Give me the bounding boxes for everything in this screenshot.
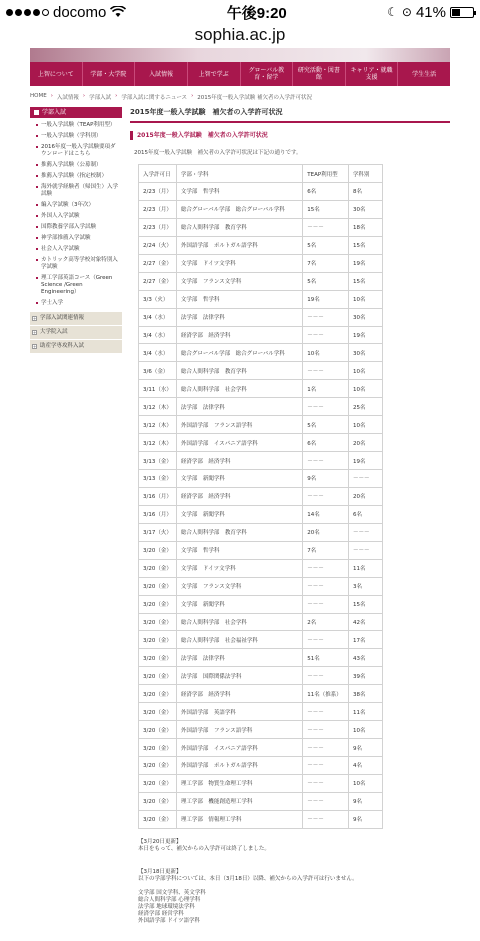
table-row [139, 541, 383, 559]
nav-item-research[interactable]: 研究活動・図書館 [293, 62, 346, 86]
table-cell: 30名 [349, 344, 383, 362]
table-cell: 14名 [303, 505, 349, 523]
table-cell: 9名 [349, 792, 383, 810]
table-cell: 文学部 フランス文学科 [176, 272, 302, 290]
note-line: 外国語学部 ドイツ語学科 [138, 917, 200, 924]
section-title: 2015年度一般入学試験 補欠者の入学許可状況 [130, 131, 450, 140]
sidebar-header-label: 学部入試 [42, 109, 67, 116]
main-content [130, 107, 450, 941]
table-cell: －－－ [303, 631, 349, 649]
table-cell: 3/20（金） [139, 667, 177, 685]
table-cell: 理工学部 機能創造理工学科 [176, 792, 302, 810]
nav-item-about[interactable]: 上智について [30, 62, 83, 86]
table-row [139, 290, 383, 308]
table-cell: 9名 [349, 810, 383, 828]
intro-text: 2015年度一般入学試験 補欠者の入学許可状況は下記の通りです。 [134, 150, 302, 156]
page-title: 2015年度一般入学試験 補欠者の入学許可状況 [130, 107, 450, 123]
table-row [139, 200, 383, 218]
note-line: 以下の学部学科については、本日（3月18日）以降、補欠からの入学許可は行いません。 [138, 875, 358, 882]
table-cell: 2名 [303, 613, 349, 631]
table-cell: 外国語学部 ポルトガル語学科 [176, 236, 302, 254]
table-cell: 文学部 哲学科 [176, 183, 302, 201]
table-cell: 5名 [303, 236, 349, 254]
sidebar-item[interactable]: 国際教養学部入学試験 [30, 222, 122, 233]
table-cell: 42名 [349, 613, 383, 631]
table-cell: 2/23（月） [139, 200, 177, 218]
breadcrumb-separator-icon: › [191, 93, 194, 99]
plus-icon: + [33, 316, 37, 321]
table-cell: 51名 [303, 649, 349, 667]
breadcrumb-separator-icon: › [82, 93, 86, 99]
table-cell: 30名 [349, 308, 383, 326]
breadcrumb-admissions[interactable]: 入試情報 [56, 95, 79, 101]
breadcrumb-news[interactable]: 学部入試に関するニュース [121, 95, 188, 101]
status-left [6, 4, 126, 21]
table-cell: 理工学部 物質生命理工学科 [176, 774, 302, 792]
sidebar-item[interactable]: 編入学試験（3年次） [30, 200, 122, 211]
table-cell: 文学部 ドイツ文学科 [176, 559, 302, 577]
admission-table [138, 164, 383, 829]
table-cell: 6名 [349, 505, 383, 523]
table-row [139, 810, 383, 828]
table-cell: 総合人間科学部 社会学科 [176, 380, 302, 398]
table-cell: －－－ [303, 326, 349, 344]
table-cell: 外国語学部 フランス語学科 [176, 721, 302, 739]
table-cell: 3/20（金） [139, 613, 177, 631]
table-cell: －－－ [303, 487, 349, 505]
table-row [139, 757, 383, 775]
table-row [139, 613, 383, 631]
breadcrumb-current: 2015年度一般入学試験 補欠者の入学許可状況 [197, 95, 313, 101]
table-cell: 3/20（金） [139, 541, 177, 559]
table-cell: －－－ [303, 452, 349, 470]
table-cell: 総合グローバル学部 総合グローバル学科 [176, 344, 302, 362]
note-line: 文学部 国文学科、英文学科 [138, 889, 206, 896]
table-cell: 文学部 フランス文学科 [176, 577, 302, 595]
table-cell: 3/20（金） [139, 792, 177, 810]
table-row [139, 487, 383, 505]
table-cell: 3/4（水） [139, 308, 177, 326]
table-row [139, 416, 383, 434]
table-cell: 9名 [349, 739, 383, 757]
table-cell: 11名（推系） [303, 685, 349, 703]
signal-icon [6, 9, 49, 16]
sidebar-list [30, 118, 122, 311]
table-cell: 3/17（火） [139, 523, 177, 541]
table-cell: 10名 [349, 416, 383, 434]
table-cell: 20名 [349, 487, 383, 505]
table-row [139, 380, 383, 398]
table-cell: －－－ [303, 721, 349, 739]
battery-icon [450, 7, 474, 18]
table-cell: －－－ [303, 757, 349, 775]
sidebar-item[interactable]: 海外就学経験者（帰国生）入学試験 [30, 182, 122, 200]
table-cell: 文学部 新聞学科 [176, 595, 302, 613]
table-cell: －－－ [349, 523, 383, 541]
table-cell: －－－ [303, 398, 349, 416]
table-row [139, 523, 383, 541]
header-banner [30, 48, 450, 62]
wifi-icon [110, 6, 126, 18]
carrier-label: docomo [53, 3, 107, 21]
table-row [139, 272, 383, 290]
note-line: 法学部 地球環境法学科 [138, 903, 195, 910]
table-cell: －－－ [303, 559, 349, 577]
table-row [139, 649, 383, 667]
plus-icon: + [33, 344, 37, 349]
table-cell: 17名 [349, 631, 383, 649]
table-row [139, 703, 383, 721]
table-cell: 2/23（月） [139, 218, 177, 236]
table-cell: 3/4（水） [139, 344, 177, 362]
table-row [139, 452, 383, 470]
table-cell: 総合人間科学部 教育学科 [176, 362, 302, 380]
note-block [138, 869, 450, 925]
table-cell: 3/13（金） [139, 470, 177, 488]
status-bar [0, 0, 480, 24]
sidebar-item[interactable]: カトリック高等学校対象特別入学試験 [30, 255, 122, 273]
table-cell: 経済学部 経済学科 [176, 326, 302, 344]
nav-item-admissions[interactable]: 入試情報 [135, 62, 188, 86]
table-row [139, 218, 383, 236]
sidebar-header[interactable] [30, 107, 122, 118]
sidebar-group[interactable] [30, 339, 122, 353]
table-row [139, 505, 383, 523]
table-cell: 10名 [349, 290, 383, 308]
table-row [139, 685, 383, 703]
nav-item-career[interactable]: キャリア・就職支援 [346, 62, 399, 86]
table-cell: 法学部 法律学科 [176, 308, 302, 326]
table-cell: 総合人間科学部 教育学科 [176, 523, 302, 541]
global-nav [30, 62, 450, 86]
table-cell: 10名 [303, 344, 349, 362]
table-cell: 30名 [349, 200, 383, 218]
column-header: 学部・学科 [176, 165, 302, 183]
square-icon [34, 110, 39, 115]
sidebar-item[interactable]: 社会人入学試験 [30, 244, 122, 255]
table-cell: 経済学部 経済学科 [176, 685, 302, 703]
nav-item-student-life[interactable]: 学生生活 [412, 70, 437, 78]
table-cell: －－－ [303, 308, 349, 326]
notes [138, 839, 450, 925]
sidebar-item[interactable]: 学士入学 [30, 298, 122, 309]
sidebar [30, 107, 122, 353]
table-cell: 3/20（金） [139, 810, 177, 828]
table-cell: 3/12（木） [139, 416, 177, 434]
note-line: 本日をもって、補欠からの入学許可は終了しました。 [138, 845, 270, 852]
note-line: 【3月18日更新】 [138, 868, 182, 875]
nav-item-study[interactable]: 上智で学ぶ [188, 62, 241, 86]
sidebar-item[interactable]: 推薦入学試験（指定校制） [30, 171, 122, 182]
table-cell: 3/3（火） [139, 290, 177, 308]
table-cell: 外国語学部 英語学科 [176, 703, 302, 721]
table-row [139, 434, 383, 452]
table-row [139, 470, 383, 488]
table-cell: 文学部 新聞学科 [176, 505, 302, 523]
table-cell: 総合人間科学部 教育学科 [176, 218, 302, 236]
table-cell: 10名 [349, 380, 383, 398]
note-line: 【3月20日更新】 [138, 838, 182, 845]
breadcrumb [30, 93, 450, 101]
table-cell: 4名 [349, 757, 383, 775]
battery-percent: 41% [415, 3, 446, 21]
table-cell: 文学部 哲学科 [176, 541, 302, 559]
table-cell: 43名 [349, 649, 383, 667]
table-cell: 3/20（金） [139, 595, 177, 613]
note-line: 経済学部 経営学科 [138, 910, 184, 917]
address-bar[interactable] [0, 24, 480, 48]
plus-icon: + [33, 330, 37, 335]
table-cell: 3/16（月） [139, 505, 177, 523]
table-cell: －－－ [349, 470, 383, 488]
table-cell: 19名 [349, 254, 383, 272]
note-line [138, 883, 450, 890]
column-header: TEAP利用型 [303, 165, 349, 183]
table-cell: 2/23（月） [139, 183, 177, 201]
nav-item-faculties[interactable]: 学部・大学院 [83, 62, 136, 86]
table-cell: 理工学部 情報理工学科 [176, 810, 302, 828]
table-cell: 3/20（金） [139, 559, 177, 577]
table-cell: 7名 [303, 541, 349, 559]
table-cell: 外国語学部 イスパニア語学科 [176, 739, 302, 757]
table-row [139, 183, 383, 201]
table-row [139, 577, 383, 595]
table-cell: 文学部 哲学科 [176, 290, 302, 308]
table-cell: 3/11（水） [139, 380, 177, 398]
table-row [139, 326, 383, 344]
table-cell: －－－ [303, 810, 349, 828]
table-cell: 38名 [349, 685, 383, 703]
rotation-lock-icon: ⊙ [401, 5, 412, 19]
table-row [139, 344, 383, 362]
sidebar-group-label: 学部入試関連情報 [40, 315, 85, 321]
table-cell: 6名 [303, 434, 349, 452]
table-cell: 15名 [349, 272, 383, 290]
table-cell: 18名 [349, 218, 383, 236]
table-cell: 3/20（金） [139, 649, 177, 667]
table-cell: 2/27（金） [139, 254, 177, 272]
sidebar-item[interactable]: 2016年度一般入学試験要項ダウンロードはこちら [30, 142, 122, 160]
table-cell: 11名 [349, 703, 383, 721]
table-cell: 3/20（金） [139, 631, 177, 649]
table-row [139, 792, 383, 810]
sidebar-item[interactable]: 推薦入学試験（公募制） [30, 160, 122, 171]
table-cell: 3/16（月） [139, 487, 177, 505]
table-cell: 9名 [303, 470, 349, 488]
note-block [138, 839, 450, 853]
table-row [139, 362, 383, 380]
table-cell: 15名 [349, 236, 383, 254]
table-cell: 経済学部 経済学科 [176, 452, 302, 470]
table-cell: 5名 [303, 272, 349, 290]
column-header: 入学許可日 [139, 165, 177, 183]
table-row [139, 631, 383, 649]
table-cell: 10名 [349, 721, 383, 739]
table-cell: 3/20（金） [139, 685, 177, 703]
table-row [139, 236, 383, 254]
table-body [139, 183, 383, 829]
table-cell: －－－ [303, 774, 349, 792]
table-cell: 20名 [349, 434, 383, 452]
breadcrumb-home[interactable]: HOME [30, 93, 47, 99]
table-cell: 3/20（金） [139, 577, 177, 595]
table-cell: 5名 [303, 416, 349, 434]
table-row [139, 667, 383, 685]
table-cell: 3/4（水） [139, 326, 177, 344]
table-cell: 外国語学部 フランス語学科 [176, 416, 302, 434]
table-cell: 法学部 国際関係法学科 [176, 667, 302, 685]
table-cell: 3/12（木） [139, 398, 177, 416]
table-cell: 8名 [349, 183, 383, 201]
table-cell: 15名 [349, 595, 383, 613]
table-row [139, 254, 383, 272]
table-cell: 法学部 法律学科 [176, 398, 302, 416]
table-row [139, 721, 383, 739]
url-text: sophia.ac.jp [194, 25, 286, 44]
breadcrumb-undergrad[interactable]: 学部入試 [89, 95, 112, 101]
sidebar-group-label: 大学院入試 [40, 329, 68, 335]
table-cell: 1名 [303, 380, 349, 398]
table-cell: 総合人間科学部 社会福祉学科 [176, 631, 302, 649]
table-cell: 7名 [303, 254, 349, 272]
sidebar-item[interactable]: 外国人入学試験 [30, 211, 122, 222]
table-cell: 15名 [303, 200, 349, 218]
table-row [139, 774, 383, 792]
breadcrumb-separator-icon: › [115, 93, 118, 99]
table-cell: 3/13（金） [139, 452, 177, 470]
table-cell: －－－ [303, 595, 349, 613]
sidebar-group-label: 助産学専攻科入試 [40, 343, 85, 349]
table-row [139, 739, 383, 757]
table-row [139, 308, 383, 326]
table-cell: －－－ [303, 218, 349, 236]
table-cell: －－－ [303, 739, 349, 757]
sidebar-group[interactable] [30, 325, 122, 339]
table-cell: 総合人間科学部 社会学科 [176, 613, 302, 631]
sidebar-group[interactable] [30, 311, 122, 325]
table-header-row [139, 165, 383, 183]
table-cell: 39名 [349, 667, 383, 685]
nav-item-global[interactable]: グローバル教育・留学 [241, 62, 294, 86]
table-cell: －－－ [303, 577, 349, 595]
table-cell: 3/12（木） [139, 434, 177, 452]
sidebar-item[interactable]: 理工学部英語コース（Green Science /Green Engineering） [30, 273, 122, 298]
moon-icon: ☾ [387, 5, 398, 19]
column-header: 学科別 [349, 165, 383, 183]
table-cell: 2/27（金） [139, 272, 177, 290]
table-cell: 20名 [303, 523, 349, 541]
table-cell: 19名 [349, 326, 383, 344]
table-cell: 3/6（金） [139, 362, 177, 380]
table-cell: 11名 [349, 559, 383, 577]
table-cell: 19名 [349, 452, 383, 470]
table-cell: 10名 [349, 362, 383, 380]
table-cell: 文学部 ドイツ文学科 [176, 254, 302, 272]
table-cell: 総合グローバル学部 総合グローバル学科 [176, 200, 302, 218]
table-cell: 25名 [349, 398, 383, 416]
table-cell: －－－ [303, 667, 349, 685]
table-cell: 3名 [349, 577, 383, 595]
table-cell: －－－ [303, 703, 349, 721]
table-cell: 3/20（金） [139, 721, 177, 739]
table-cell: 3/20（金） [139, 774, 177, 792]
table-cell: 10名 [349, 774, 383, 792]
table-row [139, 398, 383, 416]
table-cell: 3/20（金） [139, 739, 177, 757]
sidebar-item[interactable]: 一般入学試験（TEAP利用型） [30, 120, 122, 131]
table-row [139, 595, 383, 613]
table-cell: 経済学部 経済学科 [176, 487, 302, 505]
table-cell: －－－ [303, 362, 349, 380]
table-cell: 3/20（金） [139, 757, 177, 775]
status-time: 午後9:20 [226, 4, 287, 22]
table-cell: 文学部 新聞学科 [176, 470, 302, 488]
breadcrumb-separator-icon: › [50, 93, 53, 99]
table-cell: 2/24（火） [139, 236, 177, 254]
table-cell: 3/20（金） [139, 703, 177, 721]
table-cell: －－－ [349, 541, 383, 559]
table-cell: 外国語学部 イスパニア語学科 [176, 434, 302, 452]
table-cell: 19名 [303, 290, 349, 308]
status-right [387, 4, 474, 21]
sidebar-item[interactable]: 一般入学試験（学科別） [30, 131, 122, 142]
table-row [139, 559, 383, 577]
table-cell: 法学部 法律学科 [176, 649, 302, 667]
table-cell: －－－ [303, 792, 349, 810]
sidebar-item[interactable]: 神学部推薦入学試験 [30, 233, 122, 244]
table-cell: 6名 [303, 183, 349, 201]
table-cell: 外国語学部 ポルトガル語学科 [176, 757, 302, 775]
note-line: 総合人間科学部 心理学科 [138, 896, 201, 903]
